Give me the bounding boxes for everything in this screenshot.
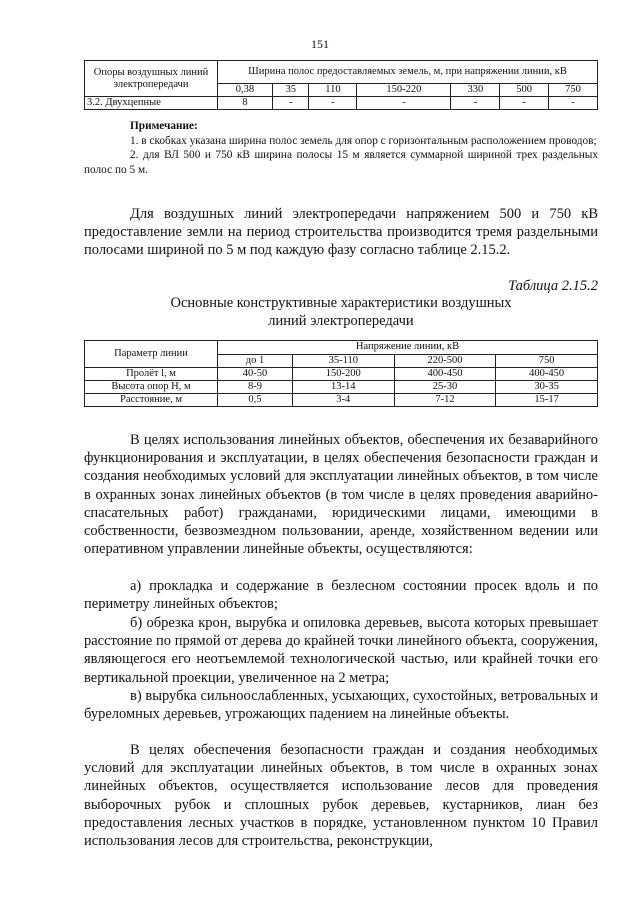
table-row <box>85 394 598 407</box>
page-number: 151 <box>311 37 329 51</box>
table2-cell: 150-200 <box>292 368 394 381</box>
table2-row-label: Пролёт l, м <box>85 368 218 381</box>
table1-voltage: 330 <box>451 84 500 97</box>
table2-cell: 40-50 <box>218 368 293 381</box>
table2-column: до 1 <box>218 354 293 368</box>
table1-cell: 8 <box>218 97 273 110</box>
paragraph-6: В целях обеспечения безопасности граждан и создания необходимых условий для эксплуатации линейных объектов, в том числе в охранных зонах линейных объектов, осуществляется использование лесов для проведения выборочных рубок и сплошных рубок деревьев, кустарников, лиан без предоставления лесных участков в порядке, установленном пунктом 10 Правил использования лесов для строительства, реконструкции, <box>84 742 598 850</box>
table2-cell: 25-30 <box>394 381 496 394</box>
table1-voltage: 35 <box>272 84 308 97</box>
table2-label: Таблица 2.15.2 <box>508 278 598 294</box>
table1-voltage: 500 <box>500 84 549 97</box>
table2-cell: 8-9 <box>218 381 293 394</box>
table2-header-left: Параметр линии <box>85 341 218 368</box>
table2-header-top: Напряжение линии, кВ <box>218 341 598 355</box>
table1-voltage: 110 <box>309 84 357 97</box>
table2-column: 35-110 <box>292 354 394 368</box>
paragraph-5: в) вырубка сильноослабленных, усыхающих, сухостойных, ветровальных и буреломных деревьев, угрожающих падением на линейные объекты. <box>84 688 598 723</box>
note-title: Примечание: <box>130 120 198 132</box>
table2-cell: 400-450 <box>496 368 598 381</box>
table2-column: 750 <box>496 354 598 368</box>
paragraph-4: б) обрезка крон, вырубка и опиловка деревьев, высота которых превышает расстояние по прямой от дерева до крайней точки линейного объекта, сооружения, являющегося его неотъемлемой технологической частью, или крайней точки его вертикальной проекции, увеличенное на 2 метра; <box>84 615 598 686</box>
note-block <box>84 119 598 177</box>
table1-cell: - <box>272 97 308 110</box>
table-row <box>85 97 598 110</box>
table2-title <box>84 294 598 330</box>
table2-cell: 7-12 <box>394 394 496 407</box>
land-width-table <box>84 60 598 110</box>
table2-cell: 15-17 <box>496 394 598 407</box>
table1-voltage: 0,38 <box>218 84 273 97</box>
table2-cell: 3-4 <box>292 394 394 407</box>
table1-cell: - <box>357 97 451 110</box>
paragraph-2: В целях использования линейных объектов, обеспечения их безаварийного функционирования и эксплуатации, в целях обеспечения безопасности граждан и создания необходимых условий для эксплуатации линейных объектов, в том числе в охранных зонах линейных объектов (в том числе в целях проведения аварийно-спасательных работ) гражданами, юридическими лицами, имеющими в собственности, безвозмездном пользовании, аренде, хозяйственном ведении или оперативном управлении линейные объекты, осуществляются: <box>84 432 598 558</box>
table2-cell: 0,5 <box>218 394 293 407</box>
table2-row-label: Высота опор H, м <box>85 381 218 394</box>
table2-cell: 400-450 <box>394 368 496 381</box>
table2-title-line1: Основные конструктивные характеристики воздушных <box>170 295 512 311</box>
table1-header-top: Ширина полос предоставляемых земель, м, при напряжении линии, кВ <box>218 61 598 84</box>
table2-column: 220-500 <box>394 354 496 368</box>
table1-header-left: Опоры воздушных линий электропередачи <box>85 61 218 97</box>
table1-row-label: 3.2. Двухцепные <box>85 97 218 110</box>
paragraph-1: Для воздушных линий электропередачи напряжением 500 и 750 кВ предоставление земли на период строительства производится тремя раздельными полосами шириной по 5 м под каждую фазу согласно таблице 2.15.2. <box>84 206 598 259</box>
paragraph-3: а) прокладка и содержание в безлесном состоянии просек вдоль и по периметру линейных объектов; <box>84 578 598 613</box>
line-characteristics-table <box>84 340 598 407</box>
table2-cell: 30-35 <box>496 381 598 394</box>
table2-row-label: Расстояние, м <box>85 394 218 407</box>
table2-title-line2: линий электропередачи <box>268 313 414 329</box>
table1-voltage: 750 <box>549 84 598 97</box>
table1-cell: - <box>549 97 598 110</box>
table-row <box>85 368 598 381</box>
table1-cell: - <box>500 97 549 110</box>
table-row <box>85 381 598 394</box>
table1-cell: - <box>309 97 357 110</box>
table1-cell: - <box>451 97 500 110</box>
table1-voltage: 150-220 <box>357 84 451 97</box>
note-item: 2. для ВЛ 500 и 750 кВ ширина полосы 15 м является суммарной шириной трех раздельных полос по 5 м. <box>84 149 598 176</box>
note-item: 1. в скобках указана ширина полос земель для опор с горизонтальным расположением проводов; <box>130 134 597 147</box>
table2-cell: 13-14 <box>292 381 394 394</box>
